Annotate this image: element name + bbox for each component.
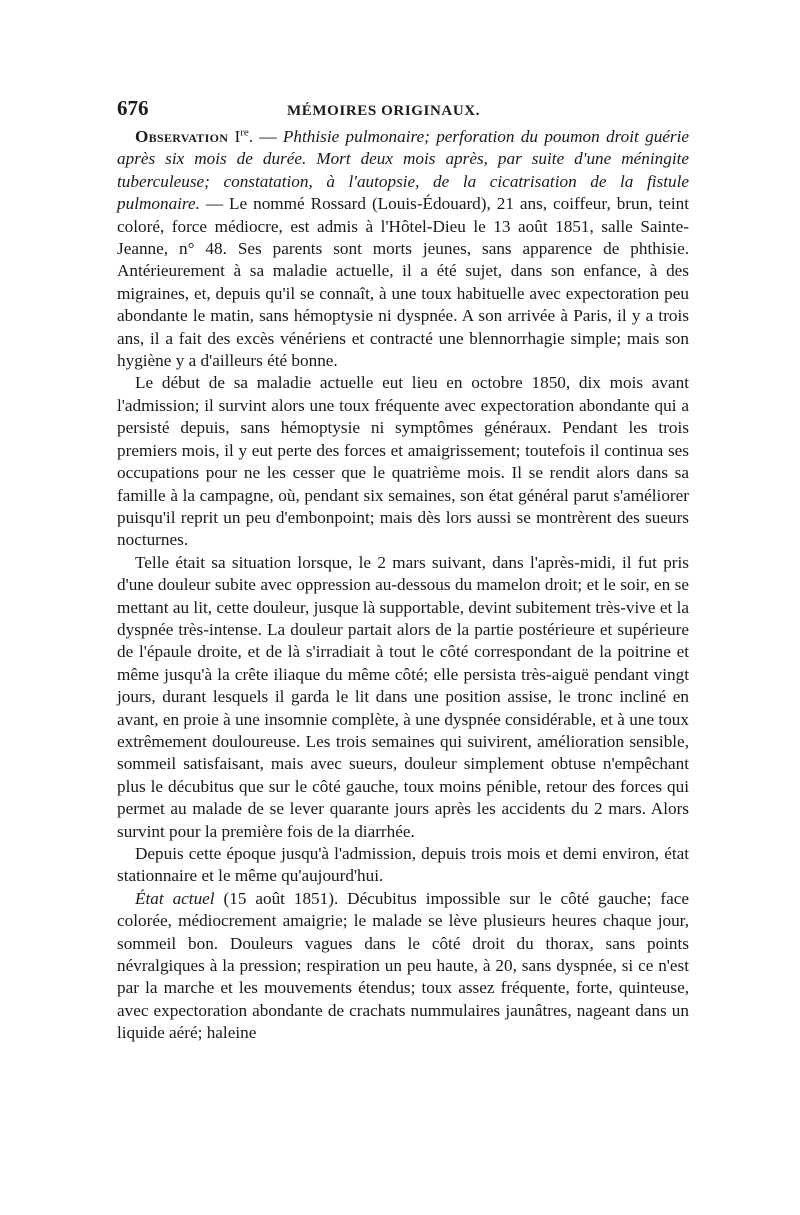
- etat-actuel-label: État actuel: [135, 888, 215, 908]
- observation-title: Phthisie pulmonaire; perforation du poumon droit guérie après six mois de durée. Mort deux mois après, par suite d'une méningite tuberculeuse; constatation, à l'autopsie, de la cicatrisation de la fistule pulmonaire.: [117, 127, 690, 214]
- observation-dash: . —: [248, 127, 283, 146]
- observation-number: [235, 127, 249, 146]
- observation-paragraph: [117, 126, 689, 372]
- etat-actuel-text: (15 août 1851). Décubitus impossible sur le côté gauche; face colorée, médiocrement amaigrie; le malade se lève plusieurs heures chaque jour, sommeil bon. Douleurs vagues dans le côté droit du thorax, sans points névralgiques à la pression; respiration un peu haute, à 20, sans dyspnée, si ce n'est par la marche et les mouvements étendus; toux assez fréquente, forte, quinteuse, avec expectoration abondante de crachats nummulaires jaunâtres, nageant dans un liquide aéré; haleine: [117, 888, 689, 1043]
- observation-number-sup: re: [240, 126, 249, 139]
- paragraph-debut: Le début de sa maladie actuelle eut lieu en octobre 1850, dix mois avant l'admission; il survint alors une toux fréquente avec expectoration abondante qui a persisté depuis, sans hémoptysie ni symptômes généraux. Pendant les trois premiers mois, il y eut perte des forces et amaigrissement; toutefois il continua ses occupations pour ne les cesser que le quatrième mois. Il se rendit alors dans sa famille à la campagne, où, pendant six semaines, son état général parut s'améliorer puisqu'il reprit un peu d'embonpoint; mais dès lors aussi se montrèrent des sueurs nocturnes.: [117, 373, 689, 550]
- running-title: MÉMOIRES ORIGINAUX.: [287, 103, 481, 119]
- page-header: [117, 96, 689, 126]
- page-number: 676: [117, 96, 149, 120]
- body-text: [117, 126, 689, 1045]
- observation-label: Observation: [135, 127, 229, 146]
- paragraph-etat-actuel: [117, 888, 689, 1045]
- observation-number-roman: I: [234, 127, 241, 146]
- book-page: [117, 96, 689, 1045]
- observation-text: — Le nommé Rossard (Louis-Édouard), 21 ans, coiffeur, brun, teint coloré, force médiocre, est admis à l'Hôtel-Dieu le 13 août 1851, salle Sainte-Jeanne, n° 48. Ses parents sont morts jeunes, sans apparence de phthisie. Antérieurement à sa maladie actuelle, il a été sujet, dans son enfance, à des migraines, et, depuis qu'il se connaît, à une toux habituelle avec expectoration peu abondante le matin, sans hémoptysie ni dyspnée. A son arrivée à Paris, il y a trois ans, il a fait des excès vénériens et contracté une blennorrhagie simple; mais son hygiène y a d'ailleurs été bonne.: [117, 194, 689, 371]
- paragraph-situation: Telle était sa situation lorsque, le 2 mars suivant, dans l'après-midi, il fut pris d'une douleur subite avec oppression au-dessous du mamelon droit; et le soir, en se mettant au lit, cette douleur, jusque là supportable, devint subitement très-vive et la dyspnée très-intense. La douleur partait alors de la partie postérieure et supérieure de l'épaule droite, et de là s'irradiait à tout le côté correspondant de la poitrine et même jusqu'à la crête iliaque du même côté; elle persista très-aiguë pendant vingt jours, durant lesquels il garda le lit dans une position assise, le tronc incliné en avant, en proie à une insomnie complète, à une dyspnée considérable, et à une toux extrêmement douloureuse. Les trois semaines qui suivirent, amélioration sensible, sommeil satisfaisant, mais avec sueurs, douleur simplement obtuse n'empêchant plus le décubitus que sur le côté gauche, toux moins pénible, retour des forces qui permet au malade de se lever quarante jours après les accidents du 2 mars. Alors survint pour la première fois de la diarrhée.: [117, 552, 689, 841]
- paragraph-depuis: Depuis cette époque jusqu'à l'admission, depuis trois mois et demi environ, état stationnaire et le même qu'aujourd'hui.: [117, 844, 689, 886]
